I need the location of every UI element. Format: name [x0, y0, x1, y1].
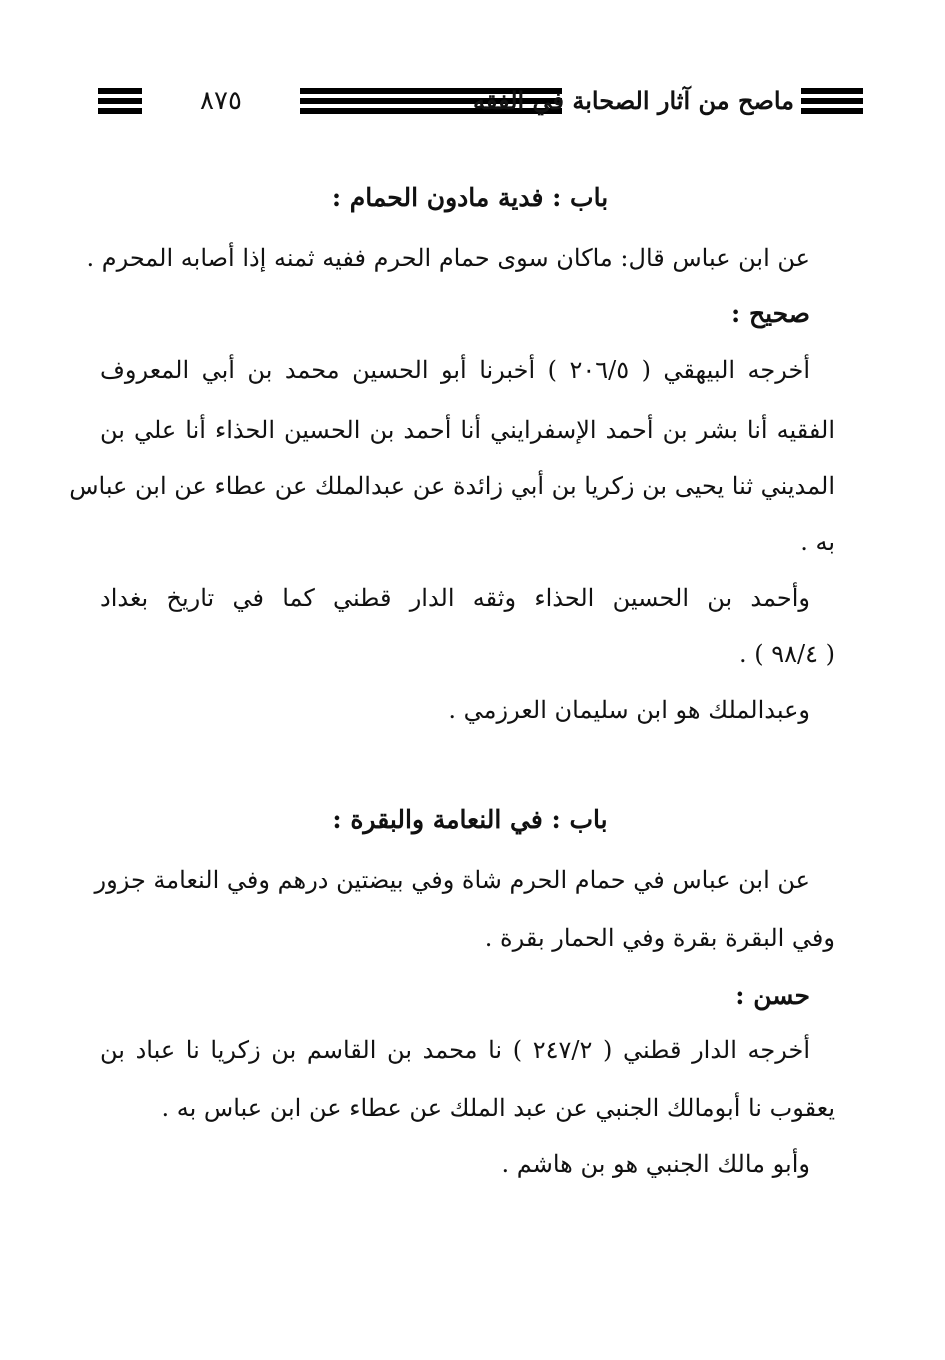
- athar-text: وفي البقرة بقرة وفي الحمار بقرة .: [484, 924, 835, 952]
- page-header: [98, 82, 863, 120]
- note-line: وأبو مالك الجنبي هو بن هاشم .: [501, 1150, 810, 1178]
- note-line: ( ٩٨/٤ ) .: [738, 640, 835, 668]
- note-line: وأحمد بن الحسين الحذاء وثقه الدار قطني كما في تاريخ بغداد: [100, 584, 810, 612]
- takhrij-line: الفقيه أنا بشر بن أحمد الإسفرايني أنا أحمد بن الحسين الحذاء أنا علي بن: [100, 416, 835, 444]
- header-rule-left: [98, 88, 142, 114]
- section-heading: باب : فدية مادون الحمام :: [331, 183, 609, 212]
- note-line: وعبدالملك هو ابن سليمان العرزمي .: [448, 696, 810, 724]
- athar-text: عن ابن عباس في حمام الحرم شاة وفي بيضتين درهم وفي النعامة جزور: [94, 866, 810, 894]
- section-heading: باب : في النعامة والبقرة :: [332, 805, 608, 834]
- takhrij-line: به .: [800, 528, 835, 556]
- takhrij-line: يعقوب نا أبومالك الجنبي عن عبد الملك عن عطاء عن ابن عباس به .: [161, 1094, 835, 1122]
- book-title: ماصح من آثار الصحابة في الفقه: [473, 86, 794, 115]
- takhrij-line: أخرجه البيهقي ( ٢٠٦/٥ ) أخبرنا أبو الحسين محمد بن أبي المعروف: [100, 356, 811, 384]
- takhrij-line: أخرجه الدار قطني ( ٢٤٧/٢ ) نا محمد بن القاسم بن زكريا نا عباد بن: [100, 1036, 810, 1064]
- grade-label: صحيح :: [731, 299, 810, 328]
- grade-label: حسن :: [735, 981, 810, 1010]
- takhrij-line: المديني ثنا يحيى بن زكريا بن أبي زائدة عن عبدالملك عن عطاء عن ابن عباس: [69, 472, 835, 500]
- header-rule-right: [801, 88, 863, 114]
- athar-text: عن ابن عباس قال: ماكان سوى حمام الحرم ففيه ثمنه إذا أصابه المحرم .: [86, 244, 810, 272]
- page-number: ٨٧٥: [200, 86, 242, 116]
